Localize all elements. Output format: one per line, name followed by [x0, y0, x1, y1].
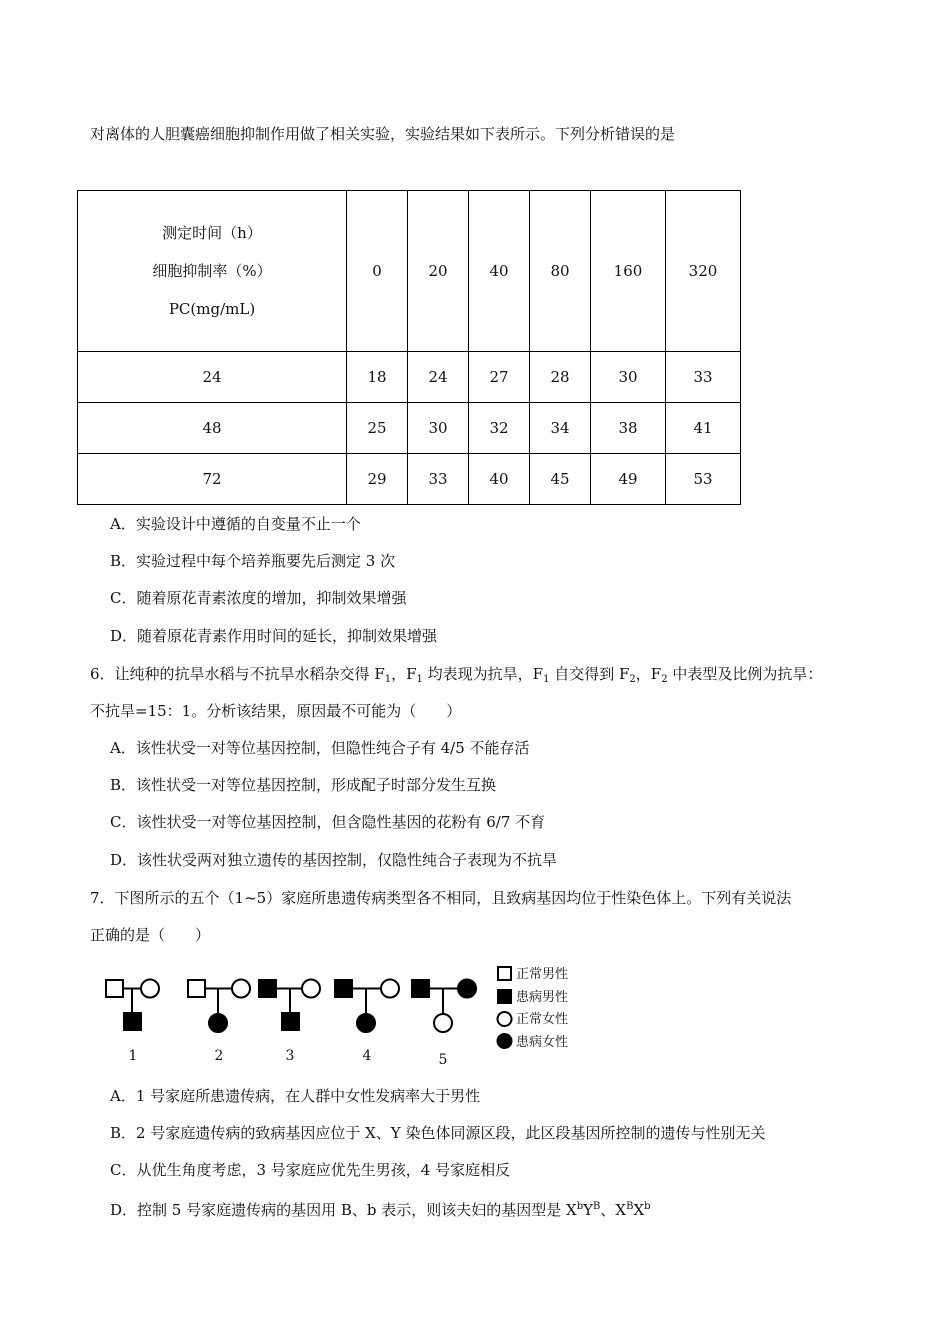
- table-cell: 30: [408, 403, 469, 454]
- legend-normal-female-symbol: [498, 1012, 512, 1026]
- family-4-pedigree: [335, 980, 399, 1033]
- superscript: b: [576, 1201, 584, 1212]
- q7-option-c: C．从优生角度考虑，3 号家庭应优先生男孩，4 号家庭相反: [110, 1161, 511, 1179]
- question-6-stem-line1: [90, 664, 822, 690]
- table-cell: 38: [591, 403, 666, 454]
- q6-option-a: A．该性状受一对等位基因控制，但隐性纯合子有 4/5 不能存活: [110, 739, 530, 757]
- table-cell: 33: [408, 454, 469, 505]
- affected-female-symbol: [458, 980, 476, 998]
- table-cell: 40: [469, 454, 530, 505]
- affected-male-symbol: [335, 980, 352, 997]
- family-number: 5: [438, 1052, 448, 1068]
- q7-option-d-text: Y: [583, 1201, 594, 1219]
- legend-affected-female-symbol: [498, 1034, 512, 1048]
- table-cell: 49: [591, 454, 666, 505]
- legend-normal-female: 正常女性: [516, 1012, 569, 1027]
- normal-male-symbol: [106, 980, 123, 997]
- family-3-pedigree: [259, 980, 320, 1031]
- table-cell: 33: [666, 352, 741, 403]
- family-5-pedigree: [412, 980, 476, 1033]
- question-7-stem-line2: 正确的是（ ）: [90, 926, 211, 944]
- question-6-stem-line2: 不抗旱=15：1。分析该结果，原因最不可能为（ ）: [90, 702, 462, 720]
- table-header-row: [78, 191, 741, 352]
- superscript: B: [626, 1201, 634, 1212]
- q6-option-c: C．该性状受一对等位基因控制，但含隐性基因的花粉有 6/7 不育: [110, 813, 546, 831]
- family-number: 2: [214, 1048, 224, 1064]
- table-row: [78, 403, 741, 454]
- question-7-stem-line1: 7．下图所示的五个（1~5）家庭所患遗传病类型各不相同，且致病基因均位于性染色体上。下列有关说法: [90, 889, 792, 907]
- header-time-label: 测定时间（h）: [162, 224, 262, 242]
- legend-affected-female: 患病女性: [516, 1035, 569, 1050]
- table-cell: 34: [530, 403, 591, 454]
- legend-normal-male-symbol: [498, 967, 511, 980]
- inhibition-table: [77, 190, 741, 505]
- superscript: b: [644, 1201, 651, 1212]
- table-cell: 53: [666, 454, 741, 505]
- q6-text: ，F: [635, 665, 662, 683]
- q7-option-d-text: X: [633, 1201, 645, 1219]
- normal-female-symbol: [141, 980, 159, 998]
- q6-text: 自交得到 F: [549, 665, 630, 683]
- q6-text: ，F: [391, 665, 417, 683]
- column-header: 20: [408, 191, 469, 352]
- family-number: 3: [285, 1048, 295, 1064]
- affected-male-symbol: [412, 980, 429, 997]
- table-cell: 24: [408, 352, 469, 403]
- q7-option-d-text: D．控制 5 号家庭遗传病的基因用 B、b 表示，则该夫妇的基因型是 X: [110, 1201, 577, 1219]
- question-5-intro: 对离体的人胆囊癌细胞抑制作用做了相关实验，实验结果如下表所示。下列分析错误的是: [90, 125, 676, 143]
- affected-male-symbol: [259, 980, 276, 997]
- legend-affected-male-symbol: [498, 990, 511, 1003]
- column-header: 0: [347, 191, 408, 352]
- normal-female-symbol: [232, 980, 250, 998]
- normal-female-symbol: [434, 1014, 452, 1032]
- row-label: 24: [78, 352, 347, 403]
- q6-option-d: D．该性状受两对独立遗传的基因控制，仅隐性纯合子表现为不抗旱: [110, 851, 558, 869]
- legend-normal-male: 正常男性: [516, 967, 569, 982]
- family-1-pedigree: [106, 980, 159, 1031]
- q7-option-b: B．2 号家庭遗传病的致病基因应位于 X、Y 染色体同源区段，此区段基因所控制的遗传与性别无关: [110, 1124, 766, 1142]
- superscript: B: [593, 1201, 601, 1212]
- pedigree-diagram: [100, 958, 600, 1070]
- subscript: 2: [629, 674, 636, 685]
- q5-option-a: A．实验设计中遵循的自变量不止一个: [110, 515, 361, 533]
- affected-male-symbol: [124, 1013, 141, 1030]
- q6-text: 中表型及比例为抗旱：: [667, 665, 823, 683]
- row-label: 72: [78, 454, 347, 505]
- subscript: 1: [543, 674, 550, 685]
- table-cell: 18: [347, 352, 408, 403]
- table-cell: 28: [530, 352, 591, 403]
- affected-female-symbol: [357, 1014, 375, 1032]
- q5-option-b: B．实验过程中每个培养瓶要先后测定 3 次: [110, 552, 396, 570]
- header-rate-label: 细胞抑制率（%）: [152, 262, 272, 280]
- table-cell: 25: [347, 403, 408, 454]
- table-row: [78, 352, 741, 403]
- normal-female-symbol: [381, 980, 399, 998]
- column-header: 40: [469, 191, 530, 352]
- q6-text: 均表现为抗旱，F: [422, 665, 544, 683]
- subscript: 2: [661, 674, 668, 685]
- table-cell: 27: [469, 352, 530, 403]
- q5-option-d: D．随着原花青素作用时间的延长，抑制效果增强: [110, 627, 438, 645]
- q5-option-c: C．随着原花青素浓度的增加，抑制效果增强: [110, 589, 407, 607]
- table-cell: 41: [666, 403, 741, 454]
- q6-text: 6．让纯种的抗旱水稻与不抗旱水稻杂交得 F: [90, 665, 385, 683]
- header-pc-label: PC(mg/mL): [168, 300, 256, 318]
- table-row: [78, 454, 741, 505]
- q7-option-a: A．1 号家庭所患遗传病，在人群中女性发病率大于男性: [110, 1087, 481, 1105]
- table-cell: 29: [347, 454, 408, 505]
- family-2-pedigree: [188, 980, 250, 1033]
- table-cell: 45: [530, 454, 591, 505]
- legend-affected-male: 患病男性: [516, 990, 569, 1005]
- q7-option-d: [110, 1197, 651, 1220]
- subscript: 1: [416, 674, 423, 685]
- table-cell: 30: [591, 352, 666, 403]
- affected-female-symbol: [209, 1014, 227, 1032]
- table-cell: 32: [469, 403, 530, 454]
- q6-option-b: B．该性状受一对等位基因控制，形成配子时部分发生互换: [110, 776, 497, 794]
- subscript: 1: [384, 674, 392, 685]
- column-header: 80: [530, 191, 591, 352]
- affected-male-symbol: [282, 1013, 299, 1030]
- column-header: 320: [666, 191, 741, 352]
- column-header: 160: [591, 191, 666, 352]
- normal-male-symbol: [188, 980, 205, 997]
- row-label: 48: [78, 403, 347, 454]
- table-header-cell: [78, 191, 347, 352]
- family-number: 1: [128, 1048, 138, 1064]
- normal-female-symbol: [302, 980, 320, 998]
- family-number: 4: [362, 1048, 372, 1064]
- q7-option-d-text: 、X: [600, 1201, 627, 1219]
